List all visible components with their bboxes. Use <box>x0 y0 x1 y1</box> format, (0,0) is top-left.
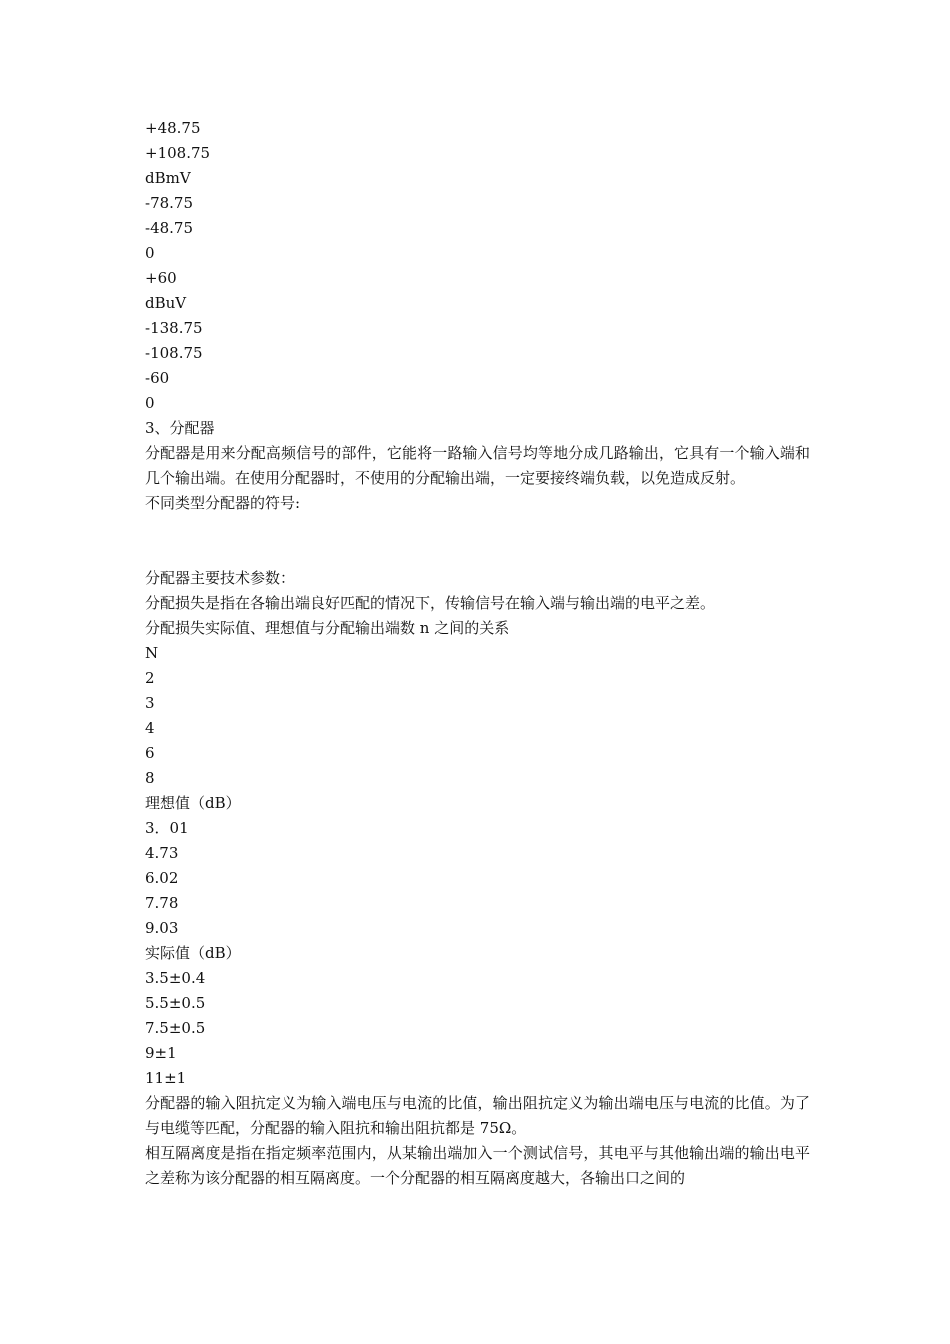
table-cell-actual: 3.5±0.4 <box>145 969 206 987</box>
table-cell-actual: 5.5±0.5 <box>145 994 206 1012</box>
unit-label: dBmV <box>145 169 191 187</box>
table-cell-n: 3 <box>145 694 155 712</box>
table-caption: 分配损失实际值、理想值与分配输出端数 n 之间的关系 <box>145 619 510 637</box>
symbols-figure-area <box>145 516 810 566</box>
level-value: +108.75 <box>145 144 211 162</box>
level-value: -78.75 <box>145 194 194 212</box>
level-value: -48.75 <box>145 219 194 237</box>
table-cell-n: 6 <box>145 744 155 762</box>
table-header-ideal: 理想值（dB） <box>145 794 241 812</box>
table-cell-ideal: 7.78 <box>145 894 179 912</box>
loss-definition: 分配损失是指在各输出端良好匹配的情况下，传输信号在输入端与输出端的电平之差。 <box>145 594 716 612</box>
level-value: -138.75 <box>145 319 203 337</box>
table-header-n: N <box>145 644 159 662</box>
table-cell-actual: 9±1 <box>145 1044 177 1062</box>
document-page <box>145 116 810 1191</box>
table-cell-actual: 11±1 <box>145 1069 187 1087</box>
impedance-paragraph: 分配器的输入阻抗定义为输入端电压与电流的比值，输出阻抗定义为输出端电压与电流的比值。为了与电缆等匹配，分配器的输入阻抗和输出阻抗都是 75Ω。 <box>145 1094 810 1137</box>
params-heading: 分配器主要技术参数： <box>145 569 296 587</box>
level-value: -108.75 <box>145 344 203 362</box>
section-heading: 3、分配器 <box>145 419 215 437</box>
level-value: 0 <box>145 244 155 262</box>
table-cell-n: 4 <box>145 719 155 737</box>
level-value: +60 <box>145 269 177 287</box>
table-cell-n: 2 <box>145 669 155 687</box>
table-cell-ideal: 6.02 <box>145 869 179 887</box>
level-value: 0 <box>145 394 155 412</box>
isolation-paragraph: 相互隔离度是指在指定频率范围内，从某输出端加入一个测试信号，其电平与其他输出端的输出电平之差称为该分配器的相互隔离度。一个分配器的相互隔离度越大，各输出口之间的 <box>145 1144 810 1187</box>
table-cell-ideal: 3．01 <box>145 819 189 837</box>
symbols-label: 不同类型分配器的符号: <box>145 494 301 512</box>
table-cell-ideal: 9.03 <box>145 919 179 937</box>
table-header-actual: 实际值（dB） <box>145 944 241 962</box>
intro-paragraph: 分配器是用来分配高频信号的部件，它能将一路输入信号均等地分成几路输出，它具有一个输入端和几个输出端。在使用分配器时，不使用的分配输出端，一定要接终端负载，以免造成反射。 <box>145 444 810 487</box>
level-value: -60 <box>145 369 170 387</box>
table-cell-actual: 7.5±0.5 <box>145 1019 206 1037</box>
unit-label: dBuV <box>145 294 187 312</box>
table-cell-ideal: 4.73 <box>145 844 179 862</box>
table-cell-n: 8 <box>145 769 155 787</box>
level-value: +48.75 <box>145 119 201 137</box>
